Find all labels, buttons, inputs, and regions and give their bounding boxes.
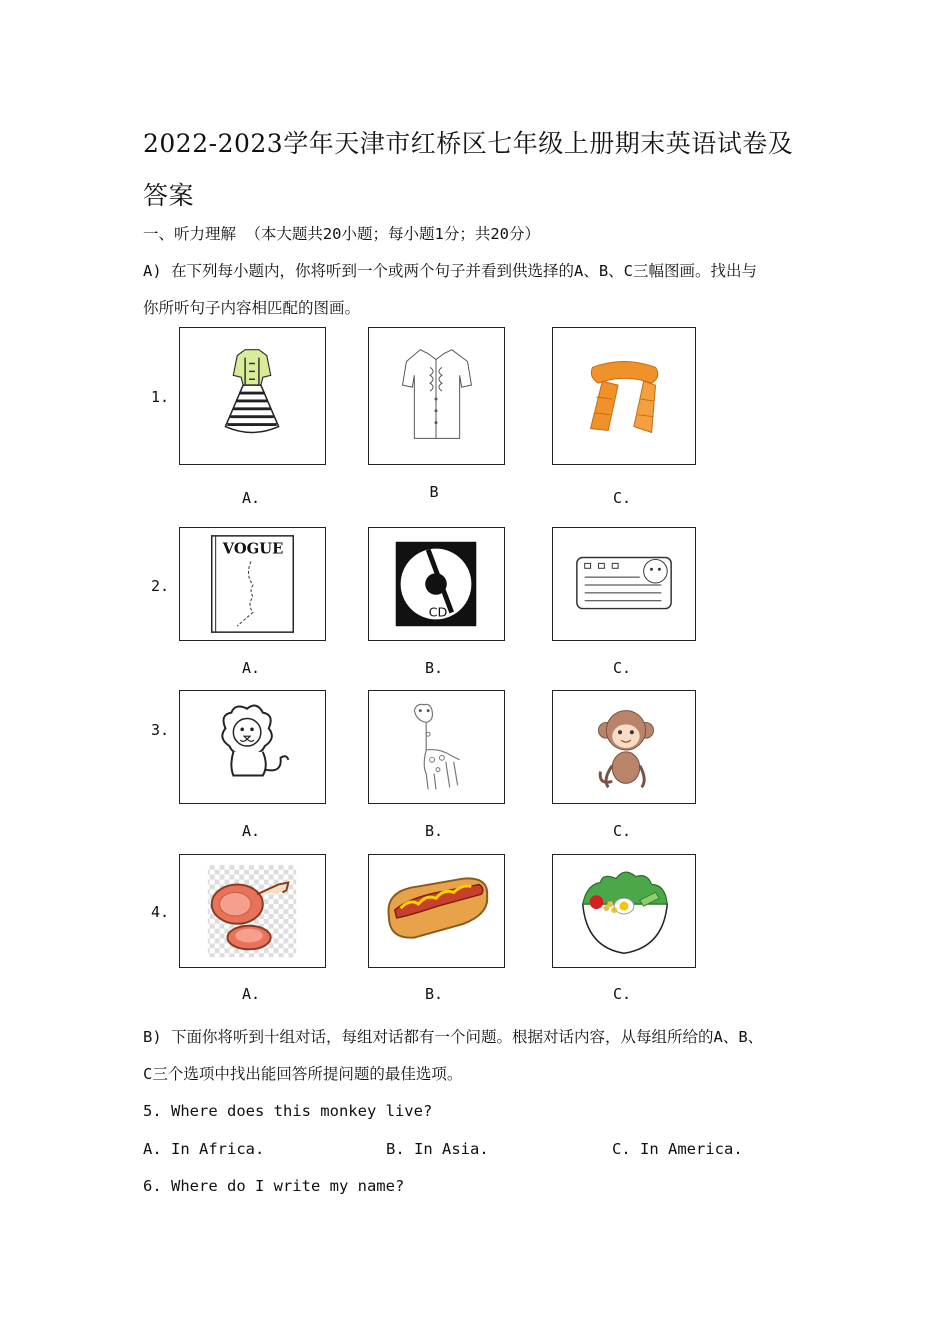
option-image-1a[interactable] bbox=[179, 327, 326, 465]
hotdog-icon bbox=[369, 855, 504, 967]
option-label-2b: B. bbox=[424, 659, 444, 677]
magazine-title: VOGUE bbox=[222, 540, 284, 558]
question-number: 1. bbox=[151, 388, 170, 406]
q5-option-b: B. In Asia. bbox=[386, 1140, 489, 1158]
option-label-3a: A. bbox=[241, 822, 261, 840]
magazine-icon bbox=[180, 528, 325, 640]
option-label-3b: B. bbox=[424, 822, 444, 840]
ham-icon bbox=[180, 855, 325, 967]
option-label-4a: A. bbox=[241, 985, 261, 1003]
option-image-1b[interactable] bbox=[368, 327, 505, 465]
option-image-3b[interactable] bbox=[368, 690, 505, 804]
option-image-4b[interactable] bbox=[368, 854, 505, 968]
q5-option-a: A. In Africa. bbox=[143, 1140, 265, 1158]
q5-option-c: C. In America. bbox=[612, 1140, 743, 1158]
question-number: 4. bbox=[151, 903, 170, 921]
option-label-3c: C. bbox=[612, 822, 632, 840]
section1-heading: 一、听力理解 （本大题共20小题；每小题1分；共20分） bbox=[143, 225, 540, 243]
cd-label: CD bbox=[428, 605, 448, 621]
option-image-2a[interactable] bbox=[179, 527, 326, 641]
question-number: 2. bbox=[151, 577, 170, 595]
option-image-4c[interactable] bbox=[552, 854, 696, 968]
option-image-3a[interactable] bbox=[179, 690, 326, 804]
option-label-2a: A. bbox=[241, 659, 261, 677]
option-label-1c: C. bbox=[612, 489, 632, 507]
cd-icon bbox=[369, 528, 504, 640]
option-label-4c: C. bbox=[612, 985, 632, 1003]
question-6: 6. Where do I write my name? bbox=[143, 1177, 405, 1195]
partA-instruction-line2: 你所听句子内容相匹配的图画。 bbox=[143, 299, 361, 317]
option-image-2c[interactable] bbox=[552, 527, 696, 641]
partB-instruction-line2: C三个选项中找出能回答所提问题的最佳选项。 bbox=[143, 1065, 463, 1083]
scarf-icon bbox=[553, 328, 695, 464]
option-image-2b[interactable] bbox=[368, 527, 505, 641]
salad-icon bbox=[553, 855, 695, 967]
option-label-1a: A. bbox=[241, 489, 261, 507]
giraffe-icon bbox=[369, 691, 504, 803]
option-image-1c[interactable] bbox=[552, 327, 696, 465]
monkey-icon bbox=[553, 691, 695, 803]
option-label-1b: B bbox=[429, 483, 439, 501]
blouse-icon bbox=[369, 328, 504, 464]
id-card-icon bbox=[553, 528, 695, 640]
document-title: 2022-2023学年天津市红桥区七年级上册期末英语试卷及答案 bbox=[143, 129, 794, 210]
option-image-3c[interactable] bbox=[552, 690, 696, 804]
question-number: 3. bbox=[151, 721, 170, 739]
partA-instruction-line1: A) 在下列每小题内，你将听到一个或两个句子并看到供选择的A、B、C三幅图画。找出与 bbox=[143, 262, 757, 280]
dress-icon bbox=[180, 328, 325, 464]
lion-icon bbox=[180, 691, 325, 803]
option-image-4a[interactable] bbox=[179, 854, 326, 968]
partB-instruction-line1: B) 下面你将听到十组对话，每组对话都有一个问题。根据对话内容，从每组所给的A、B、 bbox=[143, 1028, 764, 1046]
option-label-4b: B. bbox=[424, 985, 444, 1003]
question-5: 5. Where does this monkey live? bbox=[143, 1102, 433, 1120]
option-label-2c: C. bbox=[612, 659, 632, 677]
